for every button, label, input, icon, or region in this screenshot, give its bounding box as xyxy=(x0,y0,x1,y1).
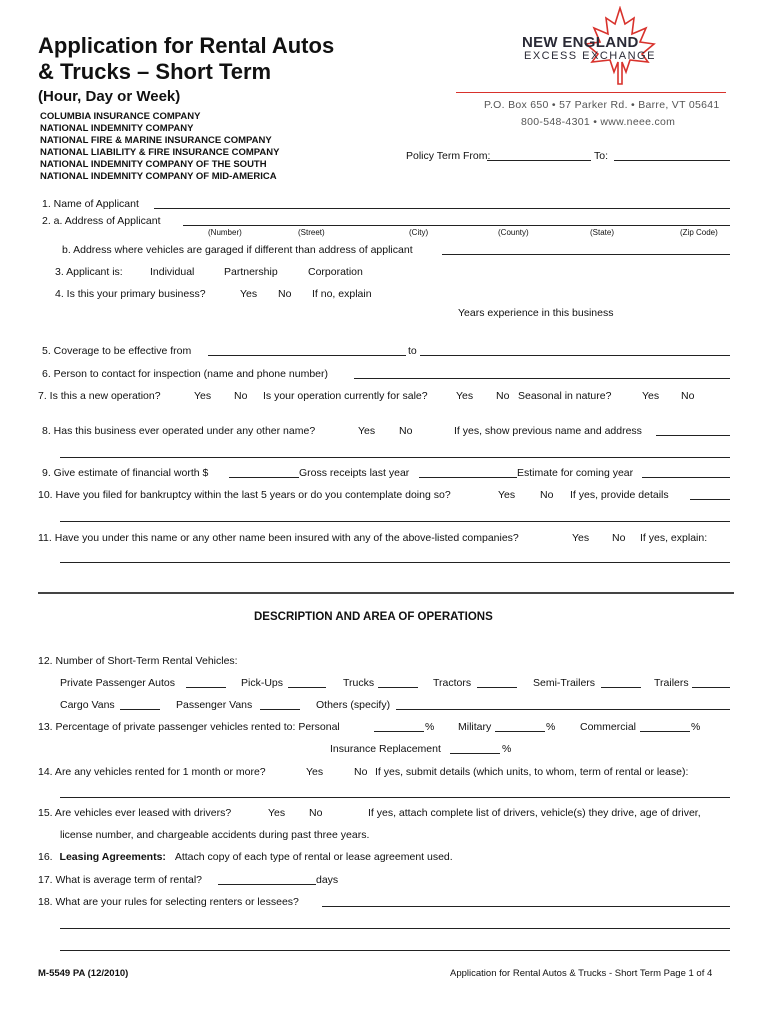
private-passenger-autos-label: Private Passenger Autos xyxy=(60,677,175,689)
commercial-pct-field[interactable] xyxy=(640,731,690,732)
renter-rules-line-3[interactable] xyxy=(60,950,730,951)
q8-no[interactable]: No xyxy=(399,425,413,437)
coverage-from-field[interactable] xyxy=(208,355,406,356)
policy-term-from-field[interactable] xyxy=(487,160,591,161)
q14b-label: If yes, submit details (which units, to whom, term of rental or lease): xyxy=(375,766,689,778)
q14-label: 14. Are any vehicles rented for 1 month or more? xyxy=(38,766,266,778)
q9-label: 9. Give estimate of financial worth $ xyxy=(42,467,209,479)
financial-worth-field[interactable] xyxy=(229,477,299,478)
commercial-pct-sign: % xyxy=(691,721,701,733)
q15b-label: If yes, attach complete list of drivers, vehicle(s) they drive, age of driver, xyxy=(368,807,701,819)
bankruptcy-details-field[interactable] xyxy=(690,499,730,500)
caption-state: (State) xyxy=(590,228,615,237)
q9c-label: Estimate for coming year xyxy=(517,467,634,479)
q7c-label: Seasonal in nature? xyxy=(518,390,612,402)
q1-label: 1. Name of Applicant xyxy=(42,198,139,210)
military-pct-sign: % xyxy=(546,721,556,733)
q7b-label: Is your operation currently for sale? xyxy=(263,390,428,402)
previous-name-field[interactable] xyxy=(656,435,730,436)
company-list xyxy=(40,111,279,183)
q10-no[interactable]: No xyxy=(540,489,554,501)
q11-yes[interactable]: Yes xyxy=(572,532,590,544)
insurance-replacement-pct-sign: % xyxy=(502,743,512,755)
garage-address-field[interactable] xyxy=(442,254,730,255)
subtitle: (Hour, Day or Week) xyxy=(38,88,181,105)
q7-yes[interactable]: Yes xyxy=(194,390,212,402)
q4-explain-label: If no, explain xyxy=(312,288,372,300)
bankruptcy-details-line-2[interactable] xyxy=(60,521,730,522)
q15-no[interactable]: No xyxy=(309,807,323,819)
commercial-label: Commercial xyxy=(580,721,637,733)
option-partnership[interactable]: Partnership xyxy=(224,266,278,278)
section-title: DESCRIPTION AND AREA OF OPERATIONS xyxy=(254,611,493,623)
q14-yes[interactable]: Yes xyxy=(306,766,324,778)
q8b-label: If yes, show previous name and address xyxy=(454,425,642,437)
q10-label: 10. Have you filed for bankruptcy within the last 5 years or do you contemplate doing so? xyxy=(38,489,451,501)
q5-to-label: to xyxy=(408,345,417,357)
logo-divider xyxy=(456,92,726,93)
long-term-rental-details-field[interactable] xyxy=(60,797,730,798)
q12-label: 12. Number of Short-Term Rental Vehicles: xyxy=(38,655,238,667)
caption-city: (City) xyxy=(409,228,429,237)
trucks-label: Trucks xyxy=(343,677,375,689)
q18-label: 18. What are your rules for selecting renters or lessees? xyxy=(38,896,299,908)
company-4: NATIONAL LIABILITY & FIRE INSURANCE COMPANY xyxy=(40,147,280,158)
coming-year-estimate-field[interactable] xyxy=(642,477,730,478)
tractors-label: Tractors xyxy=(433,677,472,689)
title-line-1: Application for Rental Autos xyxy=(38,33,335,58)
company-5: NATIONAL INDEMNITY COMPANY OF THE SOUTH xyxy=(40,159,267,170)
q4-no[interactable]: No xyxy=(278,288,292,300)
q9b-label: Gross receipts last year xyxy=(299,467,410,479)
passenger-vans-label: Passenger Vans xyxy=(176,699,253,711)
q8-yes[interactable]: Yes xyxy=(358,425,376,437)
q17-days: days xyxy=(316,874,339,886)
q10-yes[interactable]: Yes xyxy=(498,489,516,501)
military-pct-field[interactable] xyxy=(495,731,545,732)
renter-rules-line-2[interactable] xyxy=(60,928,730,929)
policy-term-to-field[interactable] xyxy=(614,160,730,161)
logo-address: P.O. Box 650 • 57 Parker Rd. • Barre, VT 05641 xyxy=(484,99,720,111)
q16-number: 16. xyxy=(38,851,53,863)
q11-label: 11. Have you under this name or any other name been insured with any of the above-listed companies? xyxy=(38,532,519,544)
q16-bold-label: Leasing Agreements: xyxy=(59,851,166,863)
gross-receipts-field[interactable] xyxy=(419,477,517,478)
logo-contact: 800-548-4301 • www.neee.com xyxy=(521,116,676,128)
caption-zip: (Zip Code) xyxy=(680,228,718,237)
others-specify-field[interactable] xyxy=(396,709,730,710)
title-line-2: & Trucks – Short Term xyxy=(38,59,272,84)
trailers-label: Trailers xyxy=(654,677,689,689)
q15-yes[interactable]: Yes xyxy=(268,807,286,819)
q7c-no[interactable]: No xyxy=(681,390,695,402)
q13-label: 13. Percentage of private passenger vehicles rented to: Personal xyxy=(38,721,340,733)
q11-no[interactable]: No xyxy=(612,532,626,544)
caption-street: (Street) xyxy=(298,228,325,237)
company-2: NATIONAL INDEMNITY COMPANY xyxy=(40,123,194,134)
q16-label xyxy=(38,851,453,863)
personal-pct-field[interactable] xyxy=(374,731,424,732)
personal-pct-sign: % xyxy=(425,721,435,733)
q7c-yes[interactable]: Yes xyxy=(642,390,660,402)
semi-trailers-field[interactable] xyxy=(601,687,641,688)
q10b-label: If yes, provide details xyxy=(570,489,669,501)
q15c-label: license number, and chargeable accidents during past three years. xyxy=(60,829,370,841)
logo-subtitle: EXCESS EXCHANGE xyxy=(524,50,656,62)
q6-label: 6. Person to contact for inspection (name and phone number) xyxy=(42,368,329,380)
cargo-vans-label: Cargo Vans xyxy=(60,699,115,711)
q4-label: 4. Is this your primary business? xyxy=(55,288,206,300)
military-label: Military xyxy=(458,721,492,733)
q17-label: 17. What is average term of rental? xyxy=(38,874,202,886)
pickups-field[interactable] xyxy=(288,687,326,688)
q11b-label: If yes, explain: xyxy=(640,532,708,544)
average-term-field[interactable] xyxy=(218,884,316,885)
form-number: M-5549 PA (12/2010) xyxy=(38,968,129,979)
insured-explain-field[interactable] xyxy=(60,562,730,563)
renter-rules-field[interactable] xyxy=(322,906,730,907)
previous-name-line-2[interactable] xyxy=(60,457,730,458)
semi-trailers-label: Semi-Trailers xyxy=(533,677,596,689)
caption-county: (County) xyxy=(498,228,529,237)
insurance-replacement-pct-field[interactable] xyxy=(450,753,500,754)
q7b-no[interactable]: No xyxy=(496,390,510,402)
q16-text: Attach copy of each type of rental or lease agreement used. xyxy=(174,851,453,863)
trailers-field[interactable] xyxy=(692,687,730,688)
private-passenger-autos-field[interactable] xyxy=(186,687,226,688)
q14-no[interactable]: No xyxy=(354,766,368,778)
page-footer: Application for Rental Autos & Trucks - Short Term Page 1 of 4 xyxy=(450,968,713,979)
option-corporation[interactable]: Corporation xyxy=(308,266,363,278)
q4-yes[interactable]: Yes xyxy=(240,288,258,300)
q2a-label: 2. a. Address of Applicant xyxy=(42,215,161,227)
policy-term-to-label: To: xyxy=(594,150,609,162)
q8-label: 8. Has this business ever operated under any other name? xyxy=(42,425,316,437)
q3-label: 3. Applicant is: xyxy=(55,266,123,278)
inspection-contact-field[interactable] xyxy=(354,378,730,379)
applicant-address-field[interactable] xyxy=(183,225,730,226)
tractors-field[interactable] xyxy=(477,687,517,688)
others-specify-label: Others (specify) xyxy=(316,699,391,711)
applicant-name-field[interactable] xyxy=(154,208,730,209)
insurance-replacement-label: Insurance Replacement xyxy=(330,743,441,755)
company-1: COLUMBIA INSURANCE COMPANY xyxy=(40,111,201,122)
q7-no[interactable]: No xyxy=(234,390,248,402)
q5-label: 5. Coverage to be effective from xyxy=(42,345,192,357)
q7b-yes[interactable]: Yes xyxy=(456,390,474,402)
option-individual[interactable]: Individual xyxy=(150,266,195,278)
pickups-label: Pick-Ups xyxy=(241,677,284,689)
cargo-vans-field[interactable] xyxy=(120,709,160,710)
q15-label: 15. Are vehicles ever leased with drivers? xyxy=(38,807,232,819)
years-experience-label: Years experience in this business xyxy=(458,307,614,319)
company-3: NATIONAL FIRE & MARINE INSURANCE COMPANY xyxy=(40,135,272,146)
passenger-vans-field[interactable] xyxy=(260,709,300,710)
section-divider xyxy=(38,592,734,594)
q7-label: 7. Is this a new operation? xyxy=(38,390,161,402)
policy-term-from-label: Policy Term From: xyxy=(406,150,491,162)
company-6: NATIONAL INDEMNITY COMPANY OF MID-AMERICA xyxy=(40,171,277,182)
trucks-field[interactable] xyxy=(378,687,418,688)
q2b-label: b. Address where vehicles are garaged if different than address of applicant xyxy=(62,244,413,256)
caption-number: (Number) xyxy=(208,228,242,237)
coverage-to-field[interactable] xyxy=(420,355,730,356)
logo-name: NEW ENGLAND xyxy=(522,34,639,51)
